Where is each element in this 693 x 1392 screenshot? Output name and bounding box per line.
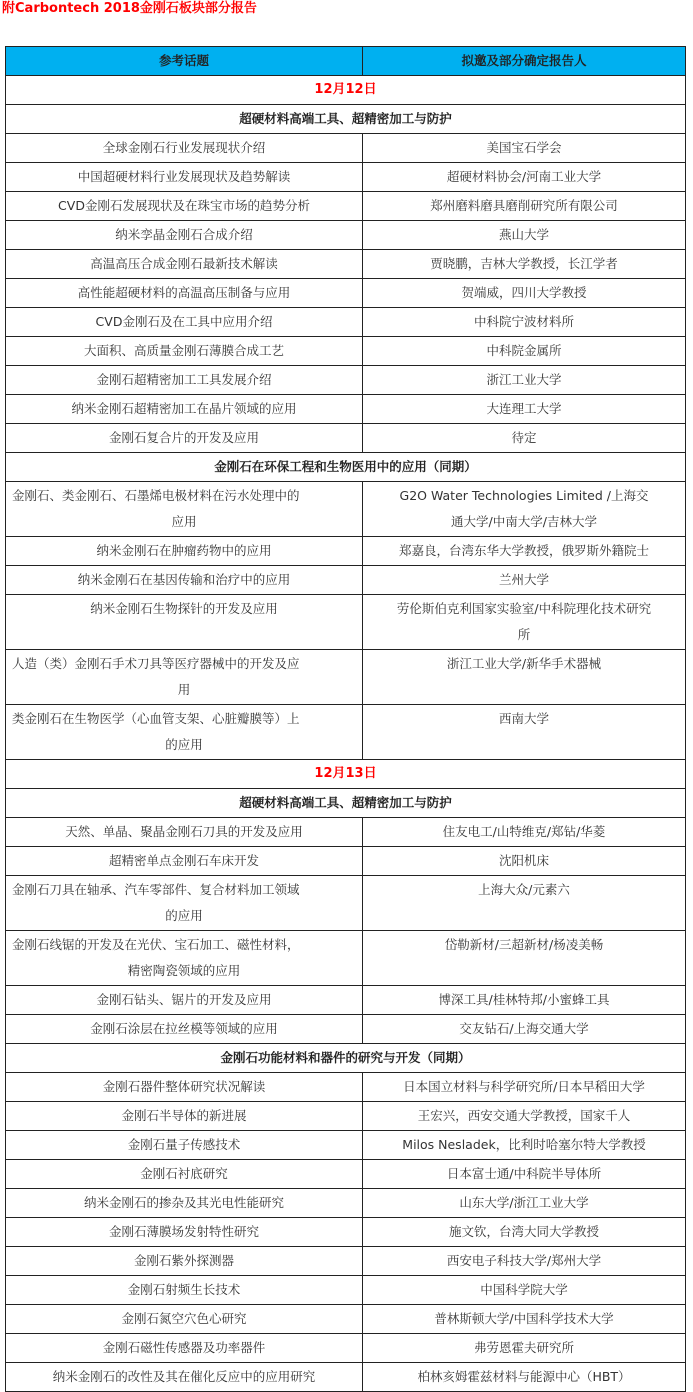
topic-cell: 纳米金刚石在肿瘤药物中的应用 (6, 537, 363, 566)
agenda-table (5, 46, 686, 1392)
table-row (6, 250, 686, 279)
table-row (6, 1218, 686, 1247)
speaker-line: 通大学/中南大学/吉林大学 (451, 514, 597, 529)
topic-cell (6, 650, 363, 705)
table-row (6, 595, 686, 650)
table-row (6, 650, 686, 705)
topic-cell: 金刚石薄膜场发射特性研究 (6, 1218, 363, 1247)
speaker-cell: 中国科学院大学 (363, 1276, 686, 1305)
speaker-cell: 上海大众/元素六 (363, 876, 686, 931)
topic-line: 金刚石、类金刚石、石墨烯电极材料在污水处理中的 (12, 488, 300, 503)
table-row (6, 1334, 686, 1363)
table-row (6, 1276, 686, 1305)
topic-cell (6, 482, 363, 537)
topic-cell: 金刚石射频生长技术 (6, 1276, 363, 1305)
speaker-cell (363, 482, 686, 537)
speaker-cell: 中科院金属所 (363, 337, 686, 366)
topic-line: 类金刚石在生物医学（心血管支架、心脏瓣膜等）上 (12, 711, 300, 726)
speaker-cell: Milos Nesladek，比利时哈塞尔特大学教授 (363, 1131, 686, 1160)
topic-line: 的应用 (165, 737, 203, 752)
table-row (6, 847, 686, 876)
table-row (6, 192, 686, 221)
topic-cell: 金刚石量子传感技术 (6, 1131, 363, 1160)
table-row (6, 876, 686, 931)
table-row (6, 1247, 686, 1276)
topic-cell: 金刚石紫外探测器 (6, 1247, 363, 1276)
topic-cell: 金刚石衬底研究 (6, 1160, 363, 1189)
section-title: 超硬材料高端工具、超精密加工与防护 (6, 789, 686, 818)
section-title: 超硬材料高端工具、超精密加工与防护 (6, 105, 686, 134)
speaker-line: 劳伦斯伯克利国家实验室/中科院理化技术研究 (396, 601, 652, 616)
topic-cell: 中国超硬材料行业发展现状及趋势解读 (6, 163, 363, 192)
table-row (6, 1131, 686, 1160)
table-row (6, 986, 686, 1015)
table-row (6, 818, 686, 847)
topic-line: 应用 (171, 514, 197, 529)
topic-cell: 天然、单晶、聚晶金刚石刀具的开发及应用 (6, 818, 363, 847)
table-row (6, 337, 686, 366)
speaker-cell: 西安电子科技大学/郑州大学 (363, 1247, 686, 1276)
table-row (6, 1102, 686, 1131)
topic-cell: 金刚石钻头、锯片的开发及应用 (6, 986, 363, 1015)
table-row (6, 705, 686, 760)
table-row (6, 1363, 686, 1392)
speaker-cell: 贺端威，四川大学教授 (363, 279, 686, 308)
topic-cell: 纳米孪晶金刚石合成介绍 (6, 221, 363, 250)
table-row (6, 395, 686, 424)
speaker-cell: 西南大学 (363, 705, 686, 760)
speaker-cell: 郑州磨料磨具磨削研究所有限公司 (363, 192, 686, 221)
topic-cell: 金刚石磁性传感器及功率器件 (6, 1334, 363, 1363)
topic-cell: 纳米金刚石在基因传输和治疗中的应用 (6, 566, 363, 595)
topic-line: 金刚石线锯的开发及在光伏、宝石加工、磁性材料， (12, 937, 300, 952)
table-row (6, 308, 686, 337)
speaker-cell: 沈阳机床 (363, 847, 686, 876)
speaker-cell (363, 595, 686, 650)
topic-cell: 金刚石器件整体研究状况解读 (6, 1073, 363, 1102)
header-topic: 参考话题 (6, 47, 363, 76)
topic-cell: 纳米金刚石生物探针的开发及应用 (6, 595, 363, 650)
topic-cell: 金刚石涂层在拉丝模等领域的应用 (6, 1015, 363, 1044)
table-row (6, 1189, 686, 1218)
table-row (6, 221, 686, 250)
table-row (6, 482, 686, 537)
topic-cell: 高性能超硬材料的高温高压制备与应用 (6, 279, 363, 308)
speaker-cell: 博深工具/桂林特邦/小蜜蜂工具 (363, 986, 686, 1015)
topic-line: 金刚石刀具在轴承、汽车零部件、复合材料加工领域 (12, 882, 300, 897)
speaker-cell: 普林斯顿大学/中国科学技术大学 (363, 1305, 686, 1334)
topic-cell: 纳米金刚石的改性及其在催化反应中的应用研究 (6, 1363, 363, 1392)
topic-cell: CVD金刚石发展现状及在珠宝市场的趋势分析 (6, 192, 363, 221)
speaker-cell: 住友电工/山特维克/郑钻/华菱 (363, 818, 686, 847)
speaker-cell: 超硬材料协会/河南工业大学 (363, 163, 686, 192)
speaker-cell: 浙江工业大学 (363, 366, 686, 395)
topic-cell: 全球金刚石行业发展现状介绍 (6, 134, 363, 163)
header-speaker: 拟邀及部分确定报告人 (363, 47, 686, 76)
topic-cell: 金刚石半导体的新进展 (6, 1102, 363, 1131)
table-row (6, 279, 686, 308)
table-row (6, 931, 686, 986)
speaker-line: G2O Water Technologies Limited /上海交 (399, 488, 649, 503)
speaker-cell: 日本国立材料与科学研究所/日本早稻田大学 (363, 1073, 686, 1102)
speaker-cell: 施文钦，台湾大同大学教授 (363, 1218, 686, 1247)
speaker-cell: 兰州大学 (363, 566, 686, 595)
speaker-cell: 岱勒新材/三超新材/杨凌美畅 (363, 931, 686, 986)
table-row (6, 1305, 686, 1334)
table-row (6, 163, 686, 192)
table-row (6, 424, 686, 453)
topic-cell: 金刚石氮空穴色心研究 (6, 1305, 363, 1334)
speaker-cell: 柏林亥姆霍兹材料与能源中心（HBT） (363, 1363, 686, 1392)
table-row (6, 1073, 686, 1102)
speaker-cell: 交友钻石/上海交通大学 (363, 1015, 686, 1044)
speaker-cell: 浙江工业大学/新华手术器械 (363, 650, 686, 705)
topic-cell: 金刚石超精密加工工具发展介绍 (6, 366, 363, 395)
speaker-line: 所 (517, 627, 531, 642)
speaker-cell: 贾晓鹏，吉林大学教授，长江学者 (363, 250, 686, 279)
topic-line: 人造（类）金刚石手术刀具等医疗器械中的开发及应 (12, 656, 300, 671)
topic-cell (6, 705, 363, 760)
speaker-cell: 王宏兴，西安交通大学教授，国家千人 (363, 1102, 686, 1131)
document-title: 附Carbontech 2018金刚石板块部分报告 (2, 1, 257, 16)
topic-cell: 金刚石复合片的开发及应用 (6, 424, 363, 453)
topic-cell: 高温高压合成金刚石最新技术解读 (6, 250, 363, 279)
topic-cell: 大面积、高质量金刚石薄膜合成工艺 (6, 337, 363, 366)
date-row-day1: 12月12日 (6, 76, 686, 105)
speaker-cell: 燕山大学 (363, 221, 686, 250)
table-row (6, 537, 686, 566)
topic-line: 用 (177, 682, 191, 697)
table-row (6, 366, 686, 395)
topic-cell: 纳米金刚石超精密加工在晶片领域的应用 (6, 395, 363, 424)
topic-line: 精密陶瓷领域的应用 (127, 963, 241, 978)
speaker-cell: 美国宝石学会 (363, 134, 686, 163)
speaker-cell: 日本富士通/中科院半导体所 (363, 1160, 686, 1189)
speaker-cell: 中科院宁波材料所 (363, 308, 686, 337)
table-row (6, 134, 686, 163)
table-row (6, 1015, 686, 1044)
section-title: 金刚石功能材料和器件的研究与开发（同期） (6, 1044, 686, 1073)
speaker-cell: 郑嘉良，台湾东华大学教授，俄罗斯外籍院士 (363, 537, 686, 566)
speaker-cell: 大连理工大学 (363, 395, 686, 424)
topic-cell: 超精密单点金刚石车床开发 (6, 847, 363, 876)
topic-line: 的应用 (165, 908, 203, 923)
section-title: 金刚石在环保工程和生物医用中的应用（同期） (6, 453, 686, 482)
header-row (6, 47, 686, 76)
speaker-cell: 山东大学/浙江工业大学 (363, 1189, 686, 1218)
date-row-day2: 12月13日 (6, 760, 686, 789)
table-row (6, 566, 686, 595)
topic-cell: CVD金刚石及在工具中应用介绍 (6, 308, 363, 337)
speaker-cell: 弗劳恩霍夫研究所 (363, 1334, 686, 1363)
topic-cell: 纳米金刚石的掺杂及其光电性能研究 (6, 1189, 363, 1218)
speaker-cell: 待定 (363, 424, 686, 453)
topic-cell (6, 931, 363, 986)
topic-cell (6, 876, 363, 931)
table-row (6, 1160, 686, 1189)
